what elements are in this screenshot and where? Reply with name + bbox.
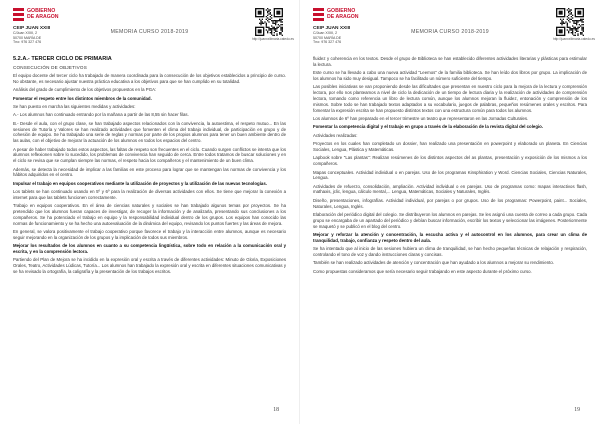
paragraph: También se han realizado actividades de atención y concentración que han ayudado a los alumnos a mejorar su rendimiento. — [313, 260, 554, 266]
logo-text: GOBIERNO DE ARAGON — [27, 8, 59, 20]
aragon-flag-icon — [313, 8, 324, 22]
page-content — [313, 56, 587, 277]
paragraph: Lapbook sobre "Las plantas": Realizan resúmenes de los distintos aspectos del as plantas, presentación y exposición de los mismos a los compañeros. — [313, 155, 587, 167]
page-number: 19 — [574, 407, 580, 413]
paragraph: Las posibles iniciativas se van proponiendo desde las dificultades que presentan en nuestro ciclo para la mejora de la lectura y comprensión lectora, por ello nos planteamos a nivel de ciclo la dedicación de un tiempo de lectura diaria y la realización de actividades de comprensión lectora, tomando como referencia un libro de lectura común, aunque los alumnos mejoran la fluidez, entonación y comprensión de los mismos. Sobre todo se han trabajado textos adaptados a su vocabulario, juegos de palabras, pequeños resúmenes orales y escritos. Para fomentar la expresión escrita se han propuesto distintos textos con una estructura común para todos los alumnos. — [313, 84, 587, 113]
memoria-title: MEMORIA CURSO 2018-2019 — [110, 29, 189, 35]
aragon-flag-icon — [13, 8, 24, 22]
paragraph: Además, se detecta la necesidad de implicar a las familias en este proceso para lograr que se mantengan las normas de convivencia y los hábitos adquiridos en el centro. — [13, 166, 286, 178]
paragraph: El equipo docente del tercer ciclo ha trabajado de manera coordinada para la consecución de los objetivos establecidos a principio de curso. No obstante, es necesario ajustar nuestra práctica educativa a los objetivos para que se han cumplido en su totalidad. — [13, 73, 286, 84]
address-line: C/Juan XXIII, 2 — [13, 31, 38, 36]
school-name: CEIP JUAN XXIII — [13, 26, 51, 31]
qr-block — [553, 8, 595, 41]
qr-block — [252, 8, 294, 41]
paragraph: Los alumnos de 6º han preparado en el tercer trimestre un teatro que representaron en las Jornadas Culturales. — [313, 115, 529, 121]
paragraph: Elaboración del periódico digital del colegio. Se distribuyeron los alumnos en parejas. Se les asignó una cuenta de correo a cada grupo. Cada grupo se encargaba de un apartado del periódico y debían buscar información, escribir los textos y seleccionar las imágenes. Posteriormente se maquetó y se publicó en el blog del centro. — [313, 212, 587, 229]
school-info — [313, 8, 383, 44]
qr-code-icon — [255, 8, 283, 36]
paragraph: Diseño, presentaciones, infografías. Actividad individual, por parejas o por grupos. Uso de los programas: Powerpoint, paint... Sociales, Naturales, Lengua, Inglés. — [313, 197, 587, 209]
objective-heading: Fomentar el respeto entre los distintos miembros de la comunidad. — [13, 95, 152, 101]
page-right — [300, 0, 600, 424]
paragraph: Mapas conceptuales. Actividad individual o en parejas. Uso de los programas Kinsphiration y Word. Ciencias Sociales, Ciencias Naturales, Lengua. — [313, 169, 587, 181]
section-title: 5.2.A.- TERCER CICLO DE PRIMARIA — [13, 56, 112, 62]
objective-heading: Impulsar el trabajo en equipos cooperativos mediante la utilización de proyectos y la utilización de las nuevas tecnologías. — [13, 180, 267, 186]
address-line: C/Juan XXIII, 2 — [313, 31, 338, 36]
paragraph: Como propuestas consideramos que sería necesario seguir trabajando en este aspecto durante el próximo curso. — [313, 268, 532, 274]
paragraph-list — [313, 56, 587, 275]
paragraph: fluidez y coherencia en los textos. Desde el grupo de Biblioteca se han establecido diferentes actividades literarias y plásticas para estimular la lectura. — [313, 56, 587, 67]
logo-text: GOBIERNO DE ARAGON — [327, 8, 359, 20]
government-logo — [313, 8, 383, 22]
paragraph: Los tablets se han continuado usando en 5º y 6º para la realización de diversas actividades con ellos. Se tiene que mejorar la conexión a internet para que las tablets funcionen correctamente. — [13, 189, 286, 200]
objective-heading: Mejorar y reforzar la atención y concentración, la escucha activa y el autocontrol en los alumnos, para crear un clima de tranquilidad, trabajo, confianza y respeto dentro del aula. — [313, 232, 587, 243]
section-subtitle: CONSECUCIÓN DE OBJETIVOS — [13, 65, 87, 70]
paragraph: Partiendo del Plan de Mejora se ha incidido en la expresión oral y escrita a través de diferentes actividades: Minuto de Gloria, Exposiciones Orales, Teatro, Actividades Lúdicas, Tutoría... Los alumnos han trabajado la expresión oral y escrita en diferentes situaciones comunicativas y se ha revisado la ortografía, la caligrafía y la presentación de los trabajos escritos. — [13, 257, 286, 275]
address-line: 50700 MARÍA DE — [313, 35, 342, 40]
memoria-title: MEMORIA CURSO 2018-2019 — [411, 29, 489, 35]
school-info — [13, 8, 83, 44]
page-number: 18 — [273, 407, 279, 413]
phone-line: Tno: 976 327 476 — [313, 39, 342, 44]
page-header — [13, 8, 294, 54]
address-line: 50700 MARÍA DE — [13, 35, 42, 40]
paragraph: Proyectos en los cuales han completado un dossier, han realizado una presentación en powerpoint y elaborado un planeta. En Ciencias Sociales, Lengua, Plástica y Matemáticas. — [313, 141, 587, 152]
school-url[interactable]: http://juanxxiiimaria.catedu.es — [553, 37, 595, 41]
paragraph: Actividades de refuerzo, consolidación, ampliación. Actividad individual o en parejas. Uso de programas como: mapas interactivos flash, mathaxis, jclic, lengua, cálculo mental,... Lengua, Matemáticas, Sociales y Naturales, Inglés. — [313, 183, 587, 195]
paragraph: En general, se valora positivamente el trabajo cooperativo porque favorece el trabajo y la interacción entre alumnos, aunque es necesario seguir mejorando en la organización de los grupos y la implicación de todos sus miembros. — [13, 229, 286, 240]
page-header — [313, 8, 595, 54]
objective-heading: Fomentar la competencia digital y el trabajo en grupo a través de la elaboración de la revista digital del colegio. — [313, 124, 544, 130]
paragraph: Análisis del grado de cumplimiento de los objetivos propuestos en la PGA: — [13, 87, 157, 93]
school-url[interactable]: http://juanxxiiimaria.catedu.es — [252, 37, 294, 41]
paragraph: Se han puesto en marcha las siguientes medidas y actividades: — [13, 103, 136, 109]
page-content — [13, 56, 286, 277]
paragraph: Actividades realizadas: — [313, 132, 358, 138]
phone-line: Tno: 976 327 476 — [13, 39, 42, 44]
paragraph: A.- Los alumnos han continuado entrando por la mañana a partir de las 8,55 sin hacer filas. — [13, 112, 189, 118]
school-name: CEIP JUAN XXIII — [313, 26, 351, 31]
government-logo — [13, 8, 83, 22]
paragraph: Este curso se ha llevado a cabo una nueva actividad "Leemos" de la familia biblioteca. Se han leído dos libros por grupo. La implicación de los alumnos ha sido muy desigual. Tampoco se ha facilitado un número suficiente del tiempo. — [313, 70, 587, 81]
paragraph: B.- Desde el aula, con el grupo clase, se han trabajado aspectos relacionados con la convivencia, la autoestima, el respeto mutuo... En las sesiones de Tutoría y Valores se han realizado actividades que fomenten el clima del trabajo individual, de participación en grupo y de cohesión de equipo. Se ha trabajado una serie de reglas y normas por parte de los propios alumnos para tener un buen ambiente dentro de las aulas, con el objetivo de mejorar la actuación de los alumnos en todos los espacios del centro. — [13, 120, 286, 144]
paragraph: A pesar de haber trabajado todos estos aspectos, las faltas de respeto son frecuentes en el ciclo. Cuando surgen conflictos se intenta que los alumnos reflexionen sobre lo sucedido, los problemas de convivencia han seguido de cerca. Entre todos tratamos de buscar soluciones y en el ciclo se revisa que se cumplan siempre las normas, el respeto hacia los compañeros y el mantenimiento de un buen clima. — [13, 146, 286, 164]
paragraph-list — [13, 73, 286, 275]
paragraph: Se ha intentado que al inicio de las sesiones hubiera un clima de tranquilidad, se han hecho pequeñas técnicas de relajación y respiración, controlando el tono de voz y dando instrucciones claras y concisas. — [313, 246, 587, 258]
paragraph: Trabajo en equipos cooperativos. En el área de ciencias naturales y sociales se han trabajado algunos temas por proyectos. Se ha pretendido que los alumnos fueran capaces de investigar, de recoger la información y de analizarla, presentando sus conclusiones a los compañeros. Se ha potenciado el trabajo en equipo y la responsabilidad individual dentro de los grupos. Los equipos han conocido las normas de funcionamiento y se ha hecho una autoevaluación de la dinámica del equipo, revisando los puntos fuertes y las áreas de mejora. — [13, 203, 286, 226]
objective-heading: Mejorar los resultados de los alumnos en cuanto a su competencia lingüística, sobre todo en relación a la comunicación oral y escrita, y en la comprensión lectora. — [13, 243, 286, 255]
qr-code-icon — [556, 8, 584, 36]
